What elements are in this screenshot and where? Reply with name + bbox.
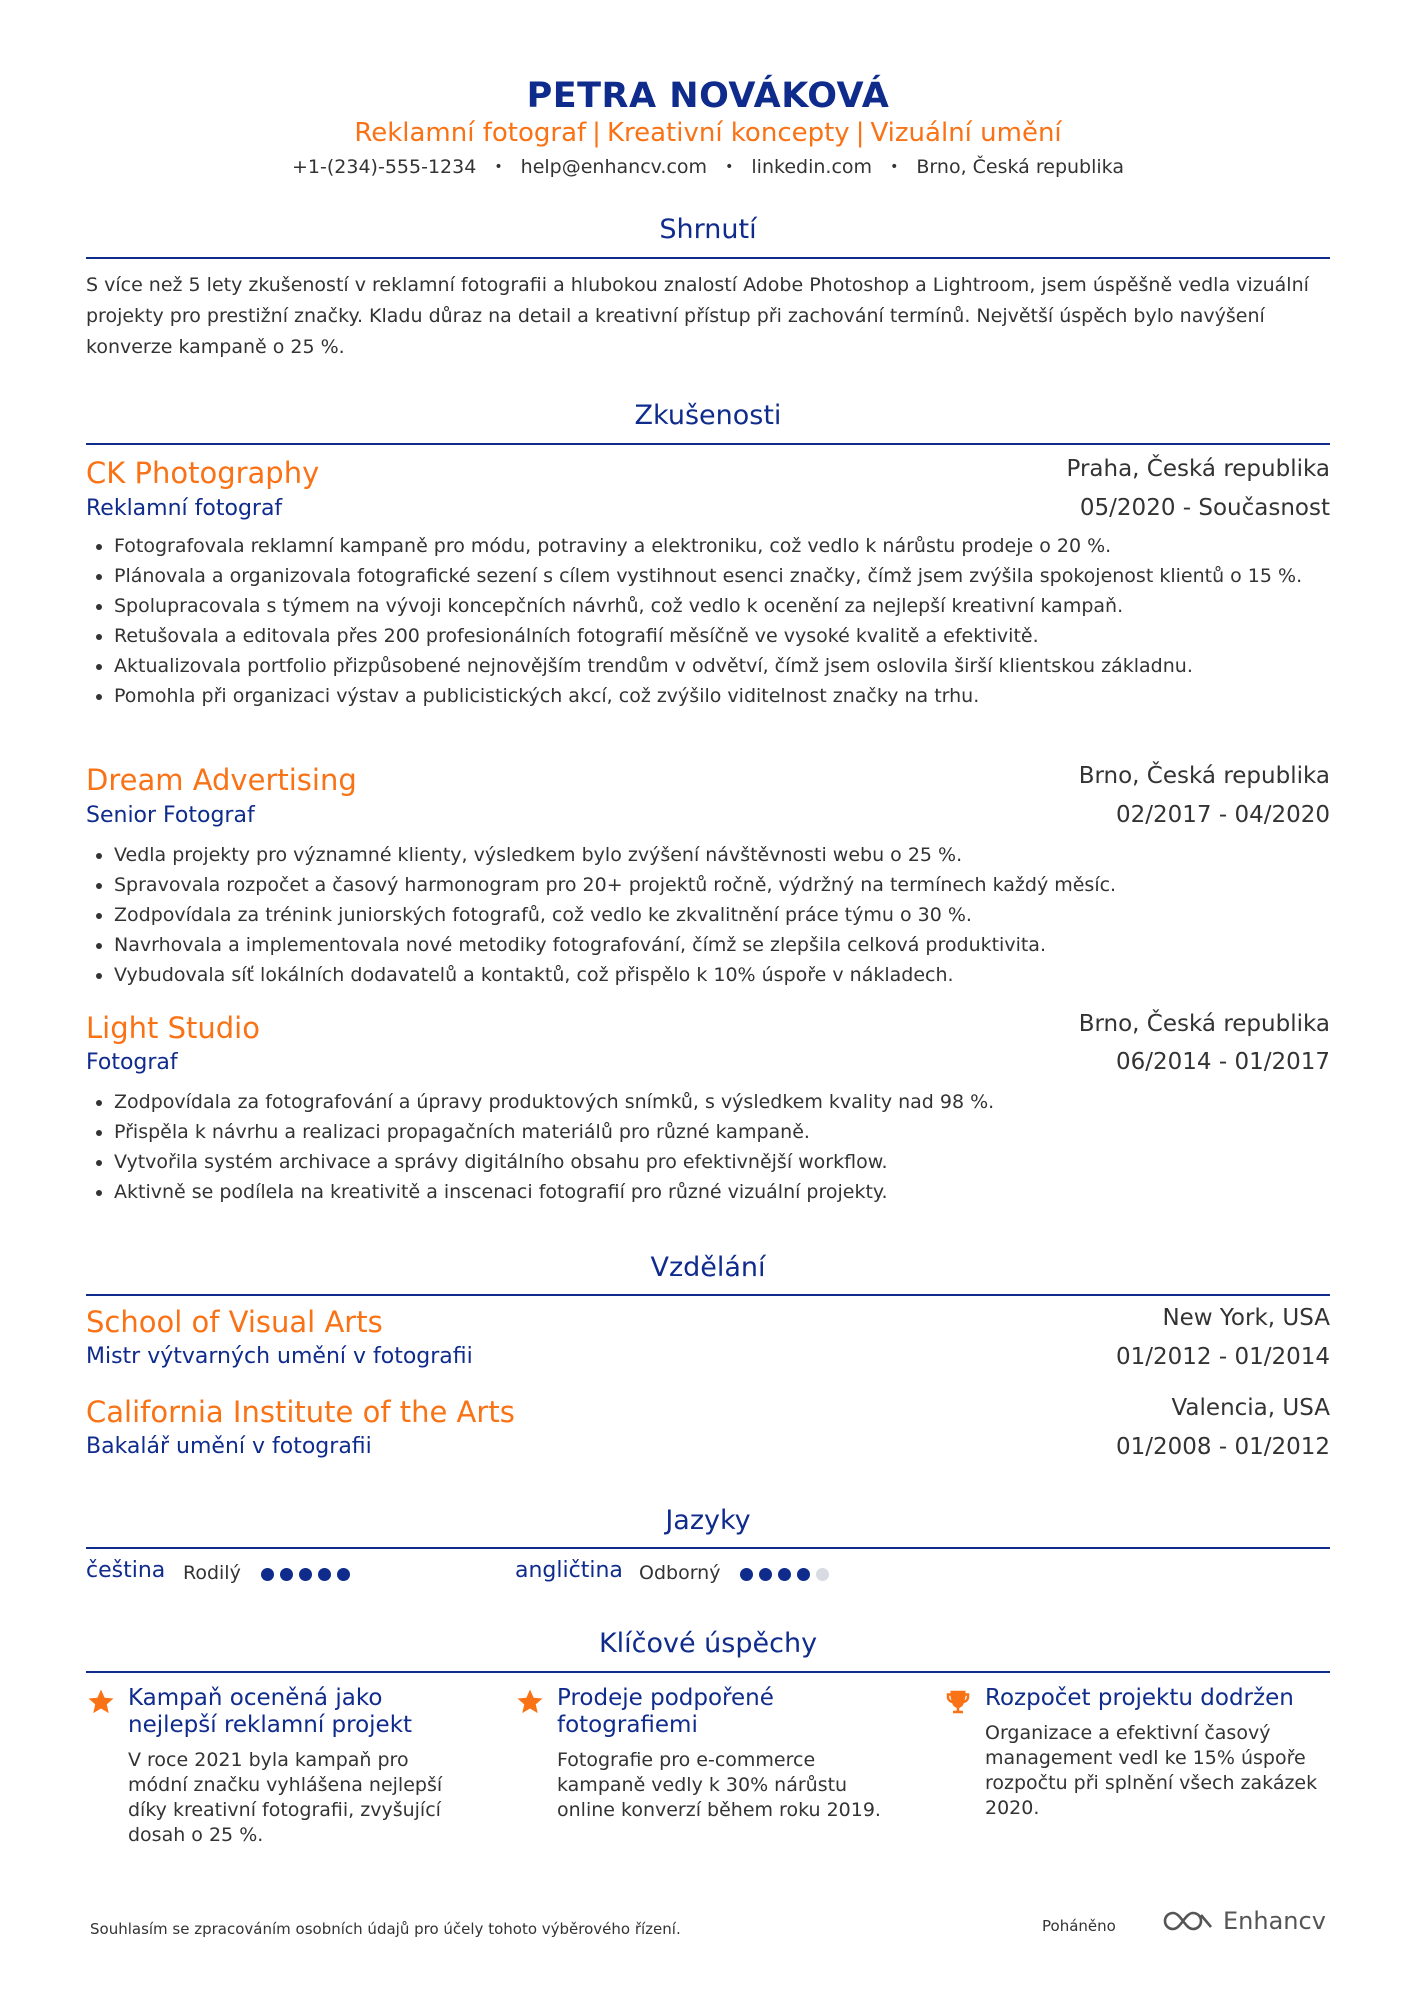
enhancv-logo-icon [1161,1908,1215,1934]
job-location: Brno, Česká republika [1078,763,1330,789]
list-item: Zodpovídala za trénink juniorských fotografů, což vedlo ke zkvalitnění práce týmu o 30 %. [86,900,1330,930]
powered-by-label: Poháněno [1042,1917,1116,1935]
job-dates: 05/2020 - Současnost [1079,495,1330,521]
job-location: Brno, Česká republika [1078,1011,1330,1037]
achievement-desc: Organizace a efektivní časový management vedl ke 15% úspoře rozpočtu při splnění všech zakázek 2020. [985,1722,1318,1819]
rating-dot [280,1568,293,1581]
rating-dot [337,1568,350,1581]
section-divider [86,443,1330,445]
list-item: Přispěla k návrhu a realizaci propagačních materiálů pro různé kampaně. [86,1117,1330,1147]
list-item: Navrhovala a implementovala nové metodiky fotografování, čímž se zlepšila celková produktivita. [86,930,1330,960]
tagline-item: Reklamní fotograf [354,118,587,148]
achievement-desc: V roce 2021 byla kampaň pro módní značku vyhlášena nejlepší díky kreativní fotografii, zvyšující dosah o 25 %. [128,1749,443,1846]
education-dates: 01/2008 - 01/2012 [1115,1434,1330,1460]
achievement-card [943,1685,1333,1855]
achievement-title: Kampaň oceněná jako nejlepší reklamní projekt [128,1685,413,1738]
education-school: School of Visual Arts [86,1305,383,1339]
consent-note: Souhlasím se zpracováním osobních údajů pro účely tohoto výběrového řízení. [90,1920,681,1938]
tagline-separator: | [855,118,865,148]
tagline-item: Vizuální umění [870,118,1062,148]
rating-dot [299,1568,312,1581]
education-school: California Institute of the Arts [86,1395,515,1429]
job-location: Praha, Česká republika [1066,456,1330,482]
achievement-desc: Fotografie pro e-commerce kampaně vedly k 30% nárůstu online konverzí během roku 2019. [557,1749,881,1821]
job-bullets [86,531,1330,711]
job-role: Fotograf [86,1050,178,1075]
candidate-name: PETRA NOVÁKOVÁ [526,76,890,116]
rating-dot [816,1568,829,1581]
job-company: Light Studio [86,1011,260,1045]
rating-dot [261,1568,274,1581]
contact-location: Brno, Česká republika [916,156,1124,178]
achievement-title: Prodeje podpořené fotografiemi [557,1685,774,1738]
language-level: Odborný [639,1562,721,1584]
language-name: čeština [86,1558,166,1583]
achievement-title: Rozpočet projektu dodržen [985,1685,1294,1711]
list-item: Plánovala a organizovala fotografické sezení s cílem vystihnout esenci značky, čímž jsem zvýšila spokojenost klientů o 15 %. [86,561,1330,591]
language-name: angličtina [515,1558,623,1583]
contact-separator: • [725,159,734,175]
education-degree: Mistr výtvarných umění v fotografii [86,1344,473,1369]
contact-line [86,156,1330,178]
list-item: Vedla projekty pro významné klienty, výsledkem bylo zvýšení návštěvnosti webu o 25 %. [86,840,1330,870]
rating-dot [759,1568,772,1581]
section-divider [86,1671,1330,1673]
section-title-experience: Zkušenosti [634,400,782,431]
summary-text: S více než 5 lety zkušeností v reklamní fotografii a hlubokou znalostí Adobe Photoshop a Lightroom, jsem úspěšně vedla vizuální projekty pro prestižní značky. Kladu důraz na detail a kreativní přístup při zachování termínů. Největší úspěch bylo navýšení konverze kampaně o 25 %. [86,274,1309,358]
section-divider [86,1547,1330,1549]
language-level: Rodilý [183,1562,241,1584]
section-title-summary: Shrnutí [659,214,757,245]
job-company: CK Photography [86,456,320,490]
language-rating [740,1568,829,1581]
section-divider [86,257,1330,259]
rating-dot [318,1568,331,1581]
education-degree: Bakalář umění v fotografii [86,1434,372,1459]
contact-email[interactable]: help@enhancv.com [520,156,708,178]
list-item: Fotografovala reklamní kampaně pro módu, potraviny a elektroniku, což vedlo k nárůstu prodeje o 20 %. [86,531,1330,561]
list-item: Spolupracovala s týmem na vývoji koncepčních návrhů, což vedlo k ocenění za nejlepší kreativní kampaň. [86,591,1330,621]
list-item: Vybudovala síť lokálních dodavatelů a kontaktů, což přispělo k 10% úspoře v nákladech. [86,960,1330,990]
resume-page [86,0,1330,1995]
list-item: Aktivně se podílela na kreativitě a inscenaci fotografií pro různé vizuální projekty. [86,1177,1330,1207]
contact-phone[interactable]: +1-(234)-555-1234 [292,156,477,178]
job-dates: 02/2017 - 04/2020 [1115,802,1330,828]
job-bullets [86,1087,1330,1207]
star-icon [515,1687,545,1717]
tagline-separator: | [592,118,601,148]
job-company: Dream Advertising [86,763,357,797]
list-item: Retušovala a editovala přes 200 profesionálních fotografií měsíčně ve vysoké kvalitě a efektivitě. [86,621,1330,651]
section-title-education: Vzdělání [650,1252,766,1283]
language-rating [261,1568,350,1581]
rating-dot [740,1568,753,1581]
achievement-card [86,1685,476,1855]
star-icon [86,1687,116,1717]
list-item: Aktualizovala portfolio přizpůsobené nejnovějším trendům v odvětví, čímž jsem oslovila širší klientskou základnu. [86,651,1330,681]
job-role: Senior Fotograf [86,803,255,828]
rating-dot [778,1568,791,1581]
tagline [86,118,1330,148]
job-dates: 06/2014 - 01/2017 [1115,1049,1330,1075]
rating-dot [797,1568,810,1581]
section-title-achievements: Klíčové úspěchy [598,1628,818,1659]
job-role: Reklamní fotograf [86,496,283,521]
section-divider [86,1294,1330,1296]
list-item: Spravovala rozpočet a časový harmonogram pro 20+ projektů ročně, výdržný na termínech každý měsíc. [86,870,1330,900]
education-location: New York, USA [1162,1305,1330,1331]
brand-name: Enhancv [1223,1907,1326,1935]
list-item: Zodpovídala za fotografování a úpravy produktových snímků, s výsledkem kvality nad 98 %. [86,1087,1330,1117]
achievement-card [515,1685,905,1855]
contact-separator: • [494,159,503,175]
job-bullets [86,840,1330,990]
education-location: Valencia, USA [1171,1395,1330,1421]
trophy-icon [943,1687,973,1717]
section-title-languages: Jazyky [665,1505,751,1536]
education-dates: 01/2012 - 01/2014 [1115,1344,1330,1370]
contact-linkedin[interactable]: linkedin.com [751,156,873,178]
list-item: Vytvořila systém archivace a správy digitálního obsahu pro efektivnější workflow. [86,1147,1330,1177]
tagline-item: Kreativní koncepty [606,118,850,148]
list-item: Pomohla při organizaci výstav a publicistických akcí, což zvýšilo viditelnost značky na trhu. [86,681,1330,711]
contact-separator: • [890,159,899,175]
brand-logo[interactable] [1161,1907,1326,1935]
